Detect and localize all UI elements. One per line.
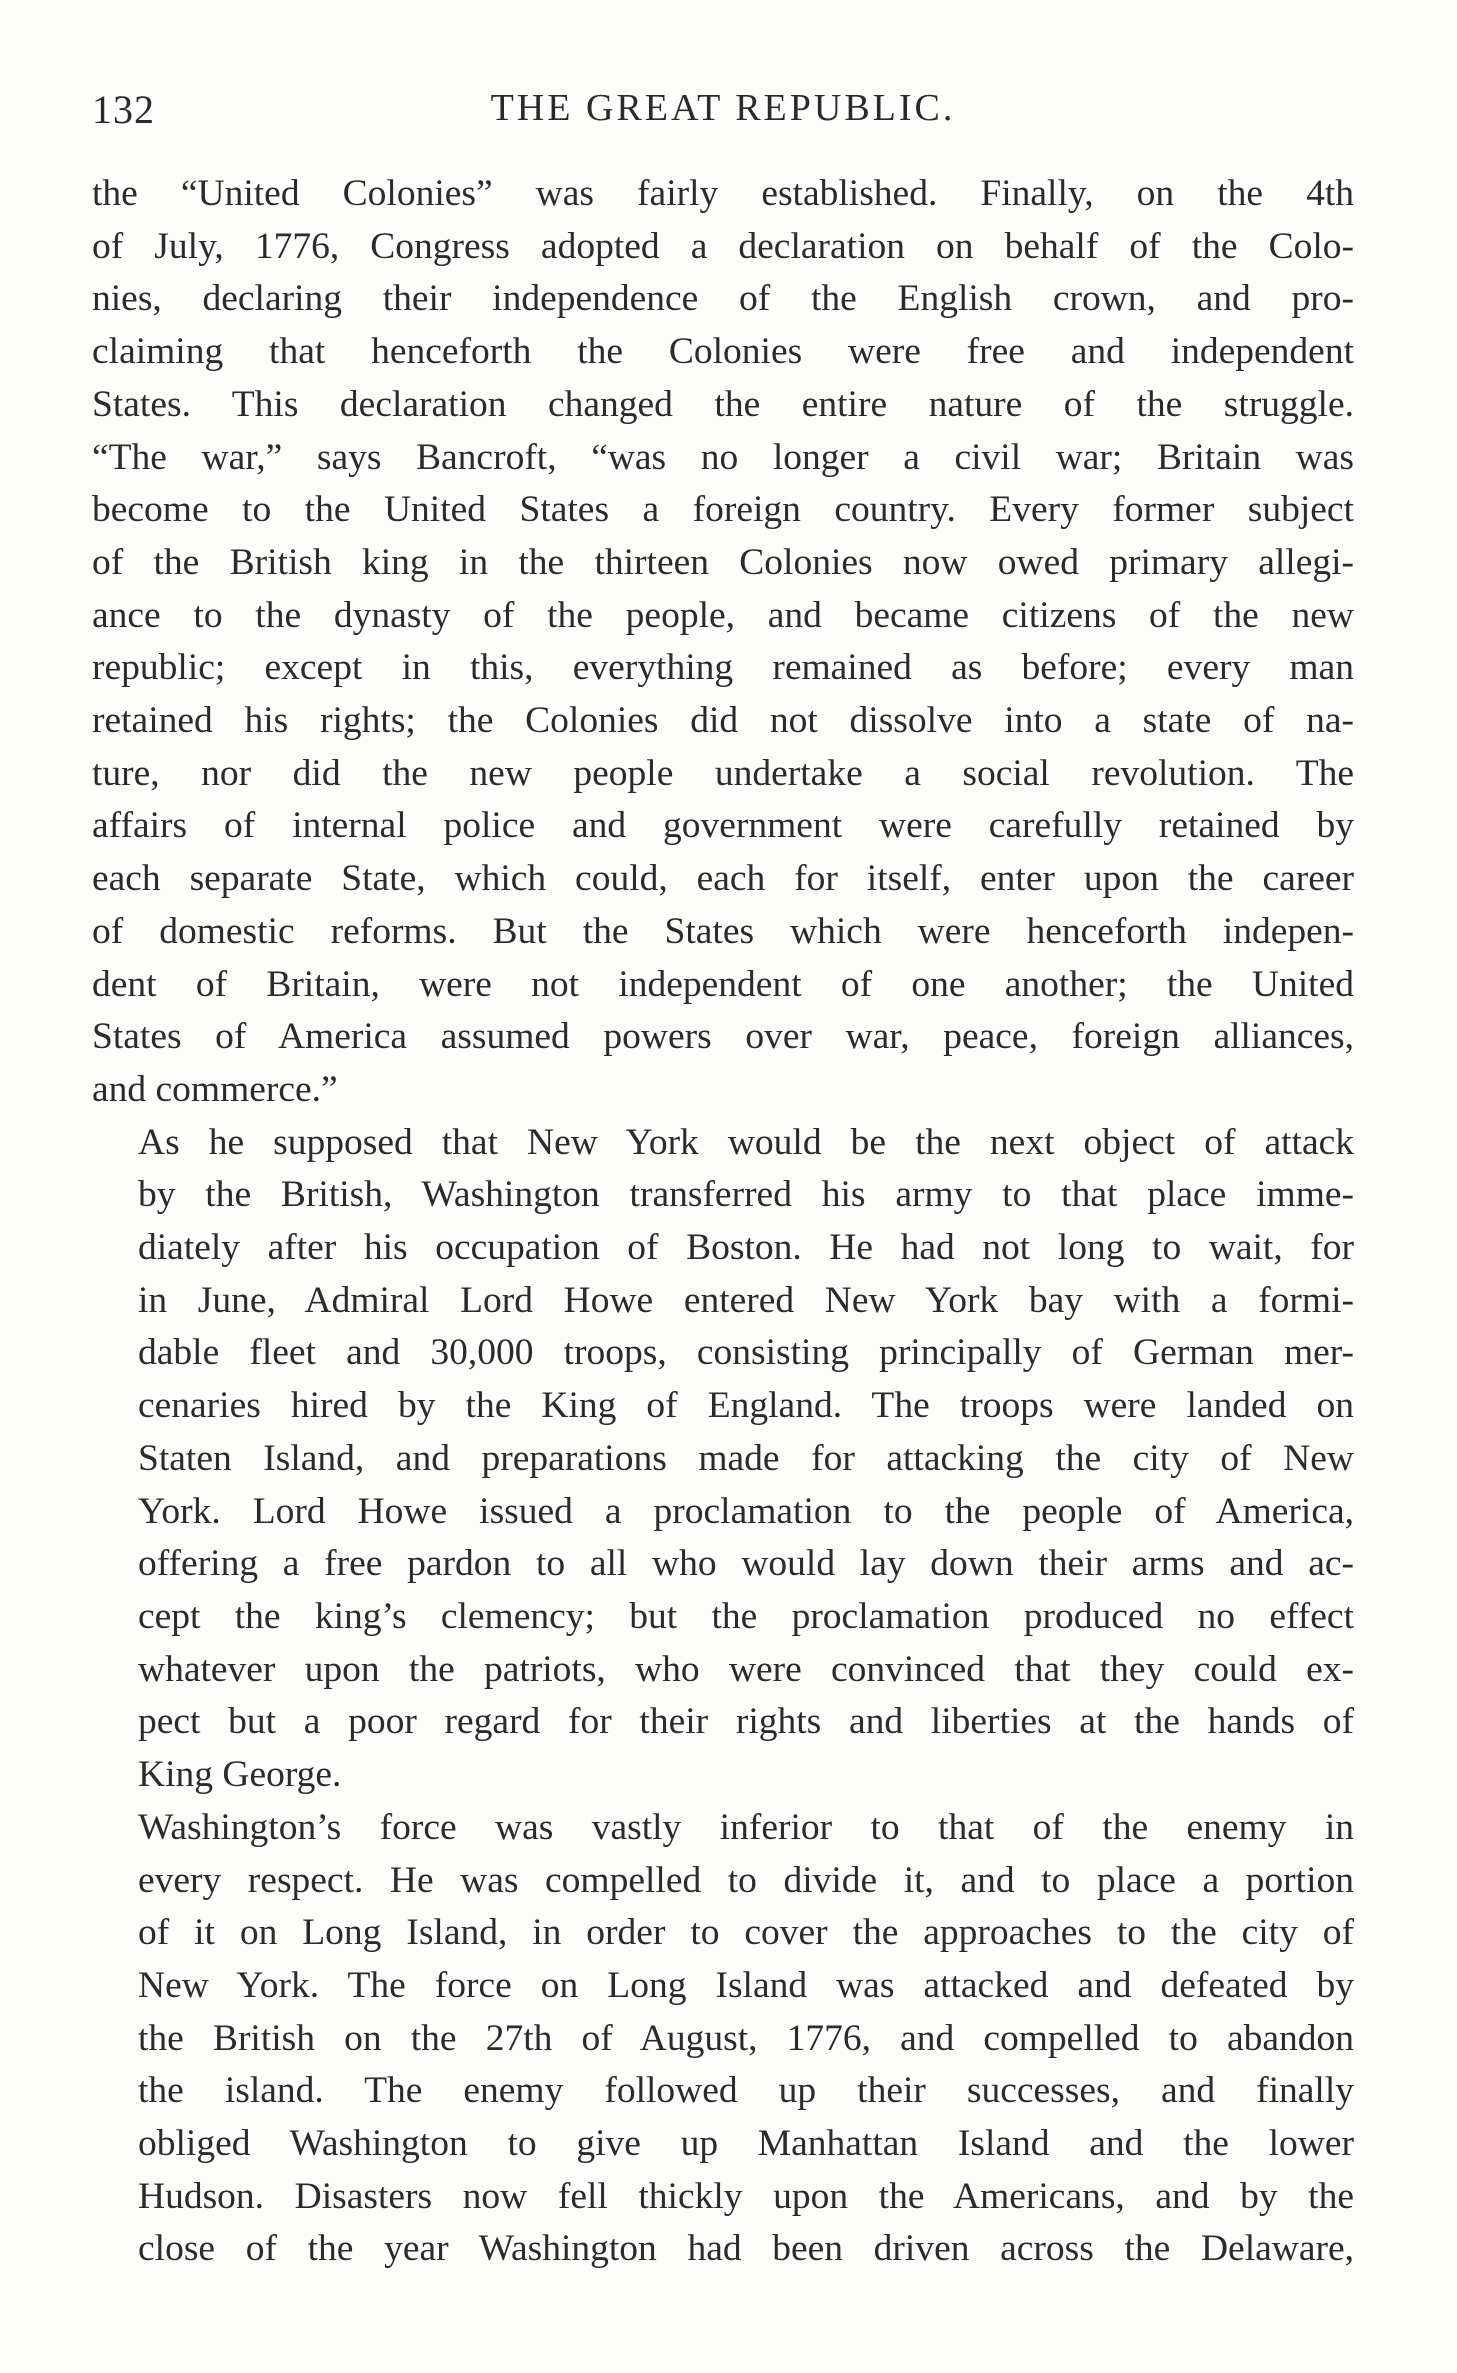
text-line: close of the year Washington had been driven across the Delaware, [138, 2228, 1354, 2270]
text-line: dent of Britain, were not independent of one another; the United [92, 963, 1354, 1005]
text-line: of it on Long Island, in order to cover the approaches to the city of [138, 1912, 1354, 1954]
text-line: ance to the dynasty of the people, and became citizens of the new [92, 594, 1354, 636]
text-line: of domestic reforms. But the States which were henceforth indepen- [92, 910, 1354, 952]
paragraph [92, 1117, 1354, 1802]
text-line: in June, Admiral Lord Howe entered New York bay with a formi- [138, 1279, 1354, 1321]
paragraph [92, 1802, 1354, 2276]
text-line: As he supposed that New York would be the next object of attack [138, 1121, 1354, 1163]
running-head [92, 86, 1354, 146]
text-line: claiming that henceforth the Colonies were free and independent [92, 331, 1354, 373]
text-line: dable fleet and 30,000 troops, consisting principally of German mer- [138, 1332, 1354, 1374]
text-line: each separate State, which could, each for itself, enter upon the career [92, 858, 1354, 900]
text-line: the “United Colonies” was fairly established. Finally, on the 4th [92, 173, 1354, 214]
text-body [92, 168, 1354, 2276]
text-line: by the British, Washington transferred his army to that place imme- [138, 1174, 1354, 1216]
text-line: become to the United States a foreign country. Every former subject [92, 489, 1354, 531]
text-line: York. Lord Howe issued a proclamation to the people of America, [138, 1490, 1354, 1532]
text-line: ture, nor did the new people undertake a social revolution. The [92, 752, 1354, 794]
text-line: diately after his occupation of Boston. He had not long to wait, for [138, 1227, 1354, 1269]
text-line: obliged Washington to give up Manhattan Island and the lower [138, 2123, 1354, 2165]
text-line: States of America assumed powers over war, peace, foreign alliances, [92, 1016, 1354, 1058]
page-number: 132 [92, 87, 155, 132]
text-line: “The war,” says Bancroft, “was no longer a civil war; Britain was [92, 436, 1354, 478]
text-line: Washington’s force was vastly inferior to that of the enemy in [138, 1806, 1354, 1848]
paragraph [92, 168, 1354, 1117]
text-line: the British on the 27th of August, 1776, and compelled to abandon [138, 2017, 1354, 2059]
text-line: King George. [138, 1754, 342, 1796]
text-line: Hudson. Disasters now fell thickly upon the Americans, and by the [138, 2175, 1354, 2217]
text-line: Staten Island, and preparations made for attacking the city of New [138, 1437, 1354, 1479]
text-line: the island. The enemy followed up their successes, and finally [138, 2070, 1354, 2112]
text-line: nies, declaring their independence of the English crown, and pro- [92, 278, 1354, 320]
text-line: every respect. He was compelled to divide it, and to place a portion [138, 1859, 1354, 1901]
running-title: THE GREAT REPUBLIC. [490, 87, 956, 129]
text-line: retained his rights; the Colonies did not dissolve into a state of na- [92, 700, 1354, 742]
text-line: pect but a poor regard for their rights and liberties at the hands of [138, 1701, 1354, 1743]
text-line: whatever upon the patriots, who were convinced that they could ex- [138, 1648, 1354, 1690]
text-line: and commerce.” [92, 1068, 338, 1110]
text-line: offering a free pardon to all who would lay down their arms and ac- [138, 1543, 1354, 1585]
text-line: States. This declaration changed the entire nature of the struggle. [92, 383, 1354, 425]
text-line: cept the king’s clemency; but the proclamation produced no effect [138, 1595, 1354, 1637]
text-line: New York. The force on Long Island was attacked and defeated by [138, 1964, 1354, 2006]
text-line: cenaries hired by the King of England. The troops were landed on [138, 1385, 1354, 1427]
text-line: of July, 1776, Congress adopted a declaration on behalf of the Colo- [92, 225, 1354, 267]
text-line: republic; except in this, everything remained as before; every man [92, 647, 1354, 689]
text-line: affairs of internal police and government were carefully retained by [92, 805, 1354, 847]
text-line: of the British king in the thirteen Colonies now owed primary allegi- [92, 541, 1354, 583]
